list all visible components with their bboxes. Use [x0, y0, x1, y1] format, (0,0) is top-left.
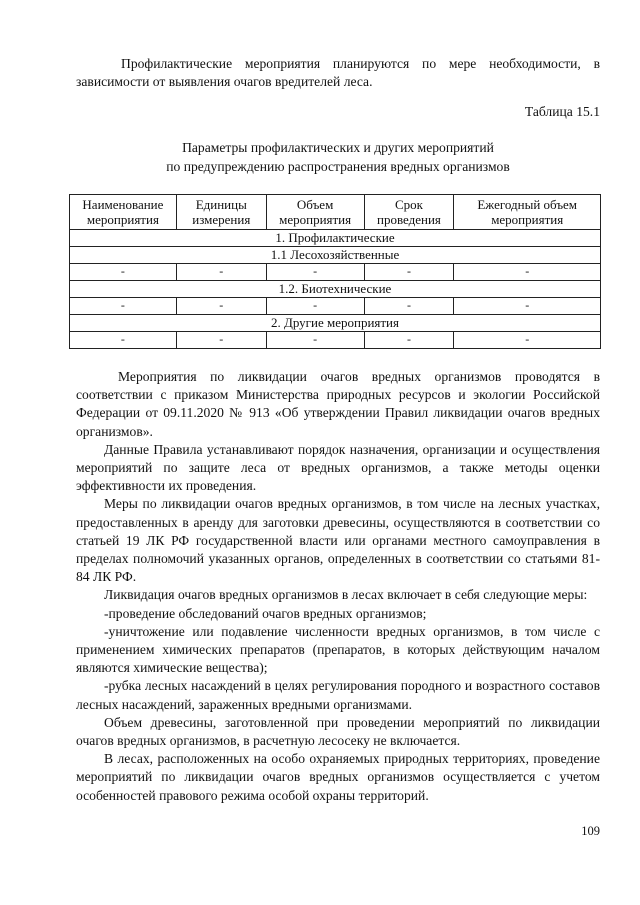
table-cell: -: [454, 332, 601, 349]
table-cell: -: [176, 332, 266, 349]
header-cell: Наименование мероприятия: [70, 195, 177, 230]
table-cell: -: [176, 298, 266, 315]
paragraph: Ликвидация очагов вредных организмов в лесах включает в себя следующие меры:: [104, 587, 588, 603]
header-cell: Ежегодный объем мероприятия: [454, 195, 601, 230]
section-cell: 1. Профилактические: [70, 230, 601, 247]
section-row: [70, 247, 601, 264]
paragraph: Объем древесины, заготовленной при проведении мероприятий по ликвидации очагов вредных организмов, в расчетную лесосеку не включается.: [76, 714, 600, 749]
table-cell: -: [454, 264, 601, 281]
paragraph: Меры по ликвидации очагов вредных организмов, в том числе на лесных участках, предоставленных в аренду для заготовки древесины, осуществляются в соответствии со статьей 19 ЛК РФ государственной власти или органами местного самоуправления в пределах полномочий указанных органов, определенных в соответствии со статьями 81-84 ЛК РФ.: [76, 496, 600, 585]
header-cell: Объем мероприятия: [266, 195, 364, 230]
table-cell: -: [454, 298, 601, 315]
table-cell: -: [266, 332, 364, 349]
list-item: -проведение обследований очагов вредных организмов;: [104, 605, 427, 621]
section-row: [70, 315, 601, 332]
table-row: [70, 332, 601, 349]
table-cell: -: [266, 264, 364, 281]
section-cell: 1.1 Лесохозяйственные: [70, 247, 601, 264]
section-row: [70, 281, 601, 298]
table-title-line-1: Параметры профилактических и других мероприятий: [182, 140, 494, 155]
table-cell: -: [70, 264, 177, 281]
paragraph: Мероприятия по ликвидации очагов вредных организмов проводятся в соответствии с приказом Министерства природных ресурсов и экологии Российской Федерации от 09.11.2020 № 913 «Об утверждении Правил ликвидации очагов вредных организмов».: [76, 369, 600, 439]
table-cell: -: [70, 298, 177, 315]
table-row: [70, 264, 601, 281]
table-cell: -: [364, 298, 454, 315]
table-label: Таблица 15.1: [524, 104, 600, 119]
header-cell: Срок проведения: [364, 195, 454, 230]
section-cell: 1.2. Биотехнические: [70, 281, 601, 298]
table-header-row: [70, 195, 601, 230]
paragraph: Данные Правила устанавливают порядок назначения, организации и осуществления мероприятий по защите леса от вредных организмов, а также методы оценки эффективности их проведения.: [76, 441, 600, 494]
table-title: [76, 139, 600, 176]
list-item: -уничтожение или подавление численности вредных организмов, в том числе с применением химических препаратов (препаратов, в которых действующим началом являются химические вещества);: [76, 623, 600, 676]
section-row: [70, 230, 601, 247]
parameters-table: [69, 194, 601, 349]
table-cell: -: [70, 332, 177, 349]
intro-paragraph: Профилактические мероприятия планируются по мере необходимости, в зависимости от выявления очагов вредителей леса.: [76, 56, 600, 90]
list-item: -рубка лесных насаждений в целях регулирования породного и возрастного составов лесных насаждений, зараженных вредными организмами.: [76, 678, 600, 712]
body-text: [76, 368, 600, 805]
table-row: [70, 298, 601, 315]
table-cell: -: [364, 264, 454, 281]
page-number: 109: [581, 824, 600, 838]
table-cell: -: [176, 264, 266, 281]
paragraph: В лесах, расположенных на особо охраняемых природных территориях, проведение мероприятий по ликвидации очагов вредных организмов осуществляется с учетом особенностей правового режима особой охраны территорий.: [76, 751, 600, 803]
header-cell: Единицы измерения: [176, 195, 266, 230]
table-title-line-2: по предупреждению распространения вредных организмов: [166, 158, 510, 174]
table-cell: -: [364, 332, 454, 349]
section-cell: 2. Другие мероприятия: [70, 315, 601, 332]
table-cell: -: [266, 298, 364, 315]
